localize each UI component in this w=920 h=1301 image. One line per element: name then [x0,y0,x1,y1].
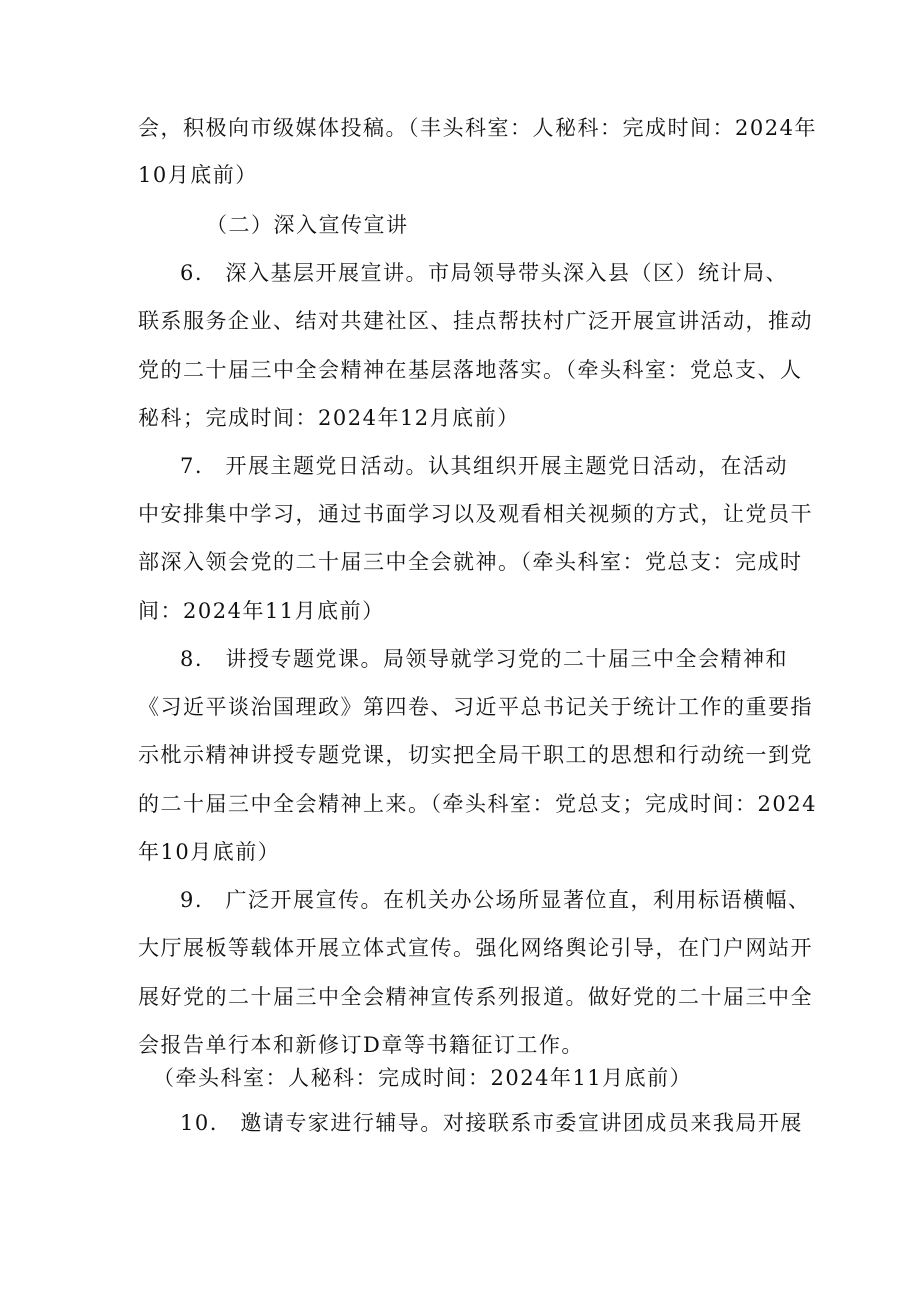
text-line: （牵头科室：人秘科：完成时间：2024年11月底前） [153,1066,693,1090]
item-10-first-line: 10. 邀请专家进行辅导。对接联系市委宣讲团成员来我局开展 [180,1111,803,1135]
item-9-first-line: 9. 广泛开展宣传。在机关办公场所显著位直，利用标语横幅、 [180,888,811,912]
text-line: 展好党的二十届三中全会精神宣传系列报道。做好党的二十届三中全 [138,985,813,1009]
text-line: 《习近平谈治国理政》第四卷、习近平总书记关于统计工作的重要指 [138,695,813,719]
item-7-first-line: 7. 开展主题党日活动。认其组织开展主题党日活动，在活动 [180,454,789,478]
section-heading: （二）深入宣传宣讲 [206,213,409,237]
text-line: 的二十届三中全会精神上来。（牵头科室：党总支；完成时间：2024 [138,792,817,816]
text-line: 部深入领会党的二十届三中全会就神。（牵头科室：党总支：完成时 [138,550,803,574]
text-line: 示枇示精神讲授专题党课，切实把全局干职工的思想和行动统一到党 [138,743,813,767]
item-8-first-line: 8. 讲授专题党课。局领导就学习党的二十届三中全会精神和 [180,647,789,671]
text-line: 会，积极向市级媒体投稿。（丰头科室：人秘科：完成时间：2024年 [138,116,817,140]
text-line: 党的二十届三中全会精神在基层落地落实。（牵头科室：党总支、人 [138,358,803,382]
text-line: 联系服务企业、结对共建社区、挂点帮扶村广泛开展宣讲活动，推动 [138,309,813,333]
item-6-first-line: 6. 深入基层开展宣讲。市局领导带头深入县（区）统计局、 [180,261,789,285]
text-line: 间：2024年11月底前） [138,599,385,623]
text-line: 中安排集中学习，通过书面学习以及观看相关视频的方式，让党员干 [138,502,813,526]
text-line: 年10月底前） [138,840,281,864]
text-line: 会报告单行本和新修订D章等书籍征订工作。 [138,1033,584,1057]
text-line: 10月底前） [138,163,258,187]
text-line: 秘科；完成时间：2024年12月底前） [138,406,520,430]
text-line: 大厅展板等载体开展立体式宣传。强化网络舆论引导，在门户网站开 [138,936,813,960]
